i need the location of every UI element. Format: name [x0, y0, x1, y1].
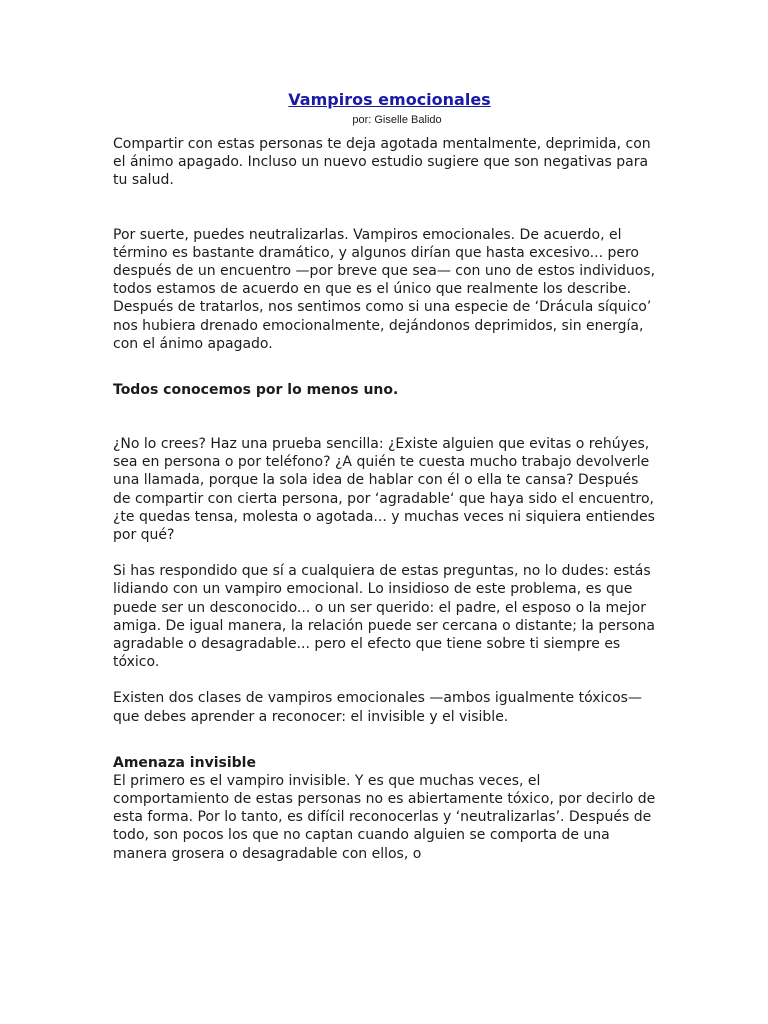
paragraph-neutralize: Por suerte, puedes neutralizarlas. Vampiros emocionales. De acuerdo, el término es bastante dramático, y algunos dirían que hasta excesivo... pero después de un encuentro —por breve que sea— con uno de estos individuos, todos estamos de acuerdo en que es el único que realmente los describe. Después de tratarlos, nos sentimos como si una especie de ‘Drácula síquico’ nos hubiera drenado emocionalmente, dejándonos deprimidos, sin energía, con el ánimo apagado.: [113, 226, 656, 352]
section-heading-everyone-knows: Todos conocemos por lo menos uno.: [113, 382, 399, 399]
paragraph-test: ¿No lo crees? Haz una prueba sencilla: ¿Existe alguien que evitas o rehúyes, sea en persona o por teléfono? ¿A quién te cuesta mucho trabajo devolverle una llamada, porque la sola idea de hablar con él o ella te cansa? Después de compartir con cierta persona, por ‘agradable‘ que haya sido el encuentro, ¿te quedas tensa, molesta o agotada... y muchas veces ni siquiera entiendes por qué?: [113, 436, 655, 544]
paragraph-intro: Compartir con estas personas te deja agotada mentalmente, deprimida, con el ánimo apagado. Incluso un nuevo estudio sugiere que son negativas para tu salud.: [113, 136, 651, 189]
paragraph-answer: Si has respondido que sí a cualquiera de estas preguntas, no lo dudes: estás lidiando con un vampiro emocional. Lo insidioso de este problema, es que puede ser un desconocido... o un ser querido: el padre, el esposo o la mejor amiga. De igual manera, la relación puede ser cercana o distante; la persona agradable o desagradable... pero el efecto que tiene sobre ti siempre es tóxico.: [113, 563, 655, 671]
document-page: [113, 90, 658, 863]
paragraph-invisible-vampire: El primero es el vampiro invisible. Y es que muchas veces, el comportamiento de estas personas no es abiertamente tóxico, por decirlo de esta forma. Por lo tanto, es difícil reconocerlas y ‘neutralizarlas’. Después de todo, son pocos los que no captan cuando alguien se comporta de una manera grosera o desagradable con ellos, o: [113, 772, 656, 862]
article-title-link[interactable]: Vampiros emocionales: [288, 90, 491, 109]
paragraph-two-kinds: Existen dos clases de vampiros emocionales —ambos igualmente tóxicos— que debes aprender a reconocer: el invisible y el visible.: [113, 690, 642, 725]
section-heading-invisible-threat: Amenaza invisible: [113, 754, 256, 771]
article-title: [113, 90, 658, 110]
article-byline: por: Giselle Balido: [352, 114, 442, 126]
